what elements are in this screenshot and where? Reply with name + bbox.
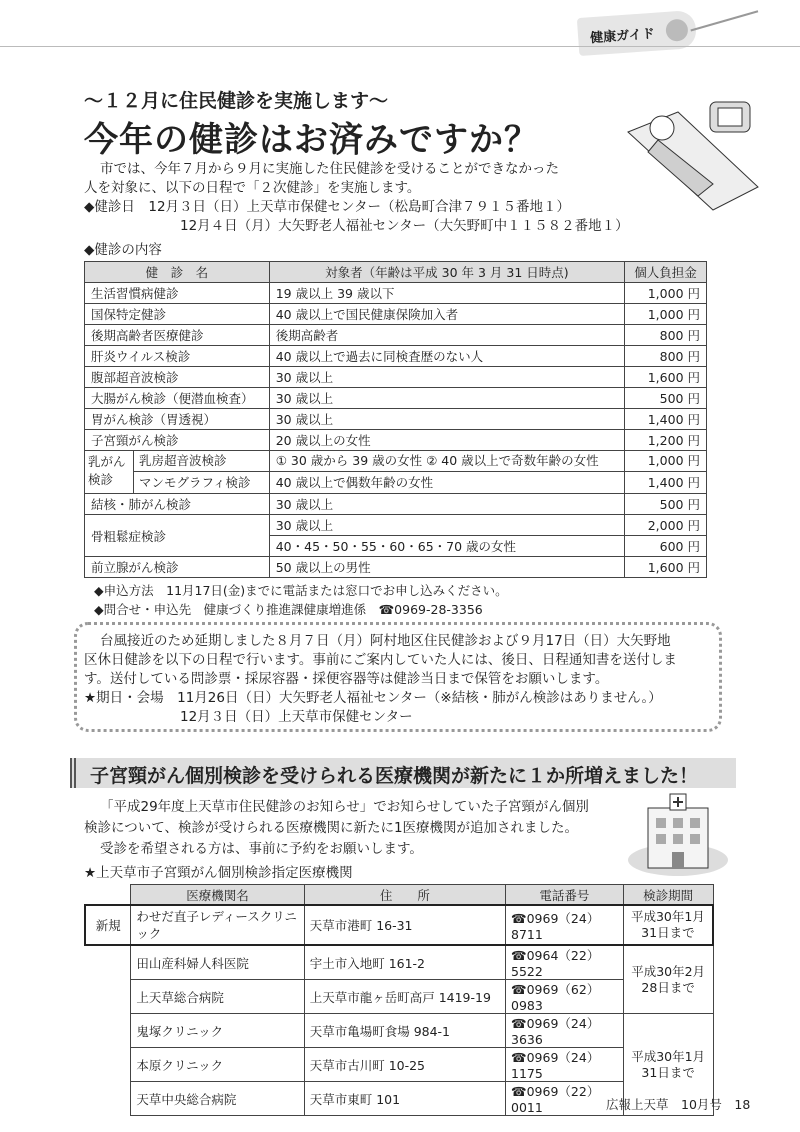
exam-fee: 2,000 円 — [625, 515, 707, 536]
clinic-address: 宇土市入地町 161-2 — [304, 945, 505, 980]
clinic-phone: ☎0969（62）0983 — [506, 980, 624, 1014]
exam-fee: 1,000 円 — [625, 283, 707, 304]
clinic-address: 天草市古川町 10-25 — [304, 1048, 505, 1082]
clinic-name: 鬼塚クリニック — [131, 1014, 304, 1048]
exam-name: 国保特定健診 — [85, 304, 270, 325]
table-row — [85, 515, 707, 536]
exam-fee: 1,000 円 — [625, 451, 706, 472]
exam-target: 30 歳以上 — [269, 388, 624, 409]
exam-fee: 500 円 — [625, 388, 707, 409]
exam-fee: 1,600 円 — [625, 557, 707, 578]
medical-exam-illustration — [618, 92, 768, 212]
exam-target: 30 歳以上 — [269, 367, 624, 388]
top-rule — [0, 46, 800, 47]
breast-targets — [269, 451, 624, 494]
exam-fee: 1,000 円 — [625, 304, 707, 325]
exam-fee: 1,400 円 — [625, 409, 707, 430]
clinic-phone: ☎0969（24）3636 — [506, 1014, 624, 1048]
exam-name: 乳房超音波検診 — [134, 451, 269, 472]
exam-fee: 1,200 円 — [625, 430, 707, 451]
clinic-name: 田山産科婦人科医院 — [131, 945, 304, 980]
clinic-address: 天草市東町 101 — [304, 1082, 505, 1116]
exam-target: 40・45・50・55・60・65・70 歳の女性 — [269, 536, 624, 557]
exam-table-header — [85, 262, 707, 283]
clinic-table — [84, 884, 714, 1116]
table-row — [85, 346, 707, 367]
article-subtitle: ～１２月に住民健診を実施します～ — [84, 90, 389, 112]
table-caption: ◆健診の内容 — [84, 242, 162, 258]
col-address: 住 所 — [304, 885, 505, 906]
clinic-phone: ☎0969（22）0011 — [506, 1082, 624, 1116]
intro-line-2: 人を対象に、以下の日程で「２次健診」を実施します。 — [84, 180, 421, 196]
breast-cell — [85, 451, 270, 494]
exam-table — [84, 261, 707, 578]
exam-fee: 1,600 円 — [625, 367, 707, 388]
exam-target: 19 歳以上 39 歳以下 — [269, 283, 624, 304]
table-row — [85, 557, 707, 578]
exam-name: 前立腺がん検診 — [85, 557, 270, 578]
clinic-phone: ☎0969（24）8711 — [506, 905, 624, 945]
table-row — [85, 1048, 713, 1082]
table-row — [85, 388, 707, 409]
exam-target: 後期高齢者 — [269, 325, 624, 346]
col-fee: 個人負担金 — [625, 262, 707, 283]
exam-fee: 600 円 — [625, 536, 707, 557]
table-row — [85, 325, 707, 346]
table-row — [85, 409, 707, 430]
clinic-name: 本原クリニック — [131, 1048, 304, 1082]
table-row — [85, 980, 713, 1014]
exam-name: 後期高齢者医療健診 — [85, 325, 270, 346]
clinic-phone: ☎0964（22）5522 — [506, 945, 624, 980]
clinic-name: 天草中央総合病院 — [131, 1082, 304, 1116]
section2-title: 子宮頸がん個別検診を受けられる医療機関が新たに１か所増えました！ — [90, 765, 699, 787]
notice-line-1: 台風接近のため延期しました８月７日（月）阿村地区住民健診および９月17日（日）大矢野地 — [100, 633, 671, 649]
table-row — [85, 283, 707, 304]
exam-target: 50 歳以上の男性 — [269, 557, 624, 578]
notice-line-5: 12月３日（日）上天草市保健センター — [180, 709, 413, 725]
breast-fees — [625, 451, 707, 494]
exam-name: 胃がん検診（胃透視） — [85, 409, 270, 430]
exam-fee: 1,400 円 — [647, 475, 700, 490]
clinic-address: 天草市亀場町食場 984-1 — [304, 1014, 505, 1048]
section2-para-2: 検診について、検診が受けられる医療機関に新たに1医療機関が追加されました。 — [84, 820, 579, 836]
tag-string — [690, 10, 758, 31]
hospital-icon — [626, 790, 730, 876]
exam-name: 生活習慣病健診 — [85, 283, 270, 304]
col-phone: 電話番号 — [506, 885, 624, 906]
exam-target: 30 歳以上 — [269, 515, 624, 536]
clinic-address: 上天草市龍ヶ岳町高戸 1419-19 — [304, 980, 505, 1014]
table-row — [85, 905, 713, 945]
breast-subnames — [134, 451, 269, 493]
clinic-table-header — [85, 885, 713, 906]
exam-target: 40 歳以上で国民健康保険加入者 — [269, 304, 624, 325]
exam-fee: 800 円 — [625, 346, 707, 367]
article-title: 今年の健診はお済みですか？ — [84, 120, 539, 160]
clinic-phone: ☎0969（24）1175 — [506, 1048, 624, 1082]
exam-date-1: ◆健診日 12月３日（日）上天草市保健センター（松島町合津７９１５番地１） — [84, 199, 571, 215]
exam-name: マンモグラフィ検診 — [139, 475, 251, 490]
section2-para-3: 受診を希望される方は、事前に予約をお願いします。 — [100, 841, 423, 857]
section-tag — [577, 10, 697, 56]
clinic-period: 平成30年2月28日まで — [623, 945, 713, 1014]
new-badge: 新規 — [85, 905, 131, 945]
clinic-period: 平成30年1月31日まで — [623, 1014, 713, 1116]
apply-method: ◆申込方法 11月17日(金)までに電話または窓口でお申し込みください。 — [94, 583, 508, 598]
col-target: 対象者（年齢は平成 30 年 3 月 31 日時点) — [269, 262, 624, 283]
col-period: 検診期間 — [623, 885, 713, 906]
exam-target: 40 歳以上で偶数年齢の女性 — [275, 475, 434, 490]
section-tag-label: 健康ガイド — [589, 26, 656, 47]
notice-line-2: 区休日健診を以下の日程で行います。事前にご案内していた人には、後日、日程通知書を送付しま — [84, 652, 677, 668]
exam-fee: 500 円 — [625, 494, 707, 515]
exam-target: 30 歳以上 — [269, 409, 624, 430]
tag-circle-icon — [665, 18, 688, 41]
exam-target: 20 歳以上の女性 — [269, 430, 624, 451]
col-exam-name: 健 診 名 — [85, 262, 270, 283]
notice-line-3: す。送付している問診票・採尿容器・採便容器等は健診当日まで保管をお願いします。 — [84, 671, 609, 687]
exam-name: 子宮頸がん検診 — [85, 430, 270, 451]
table-row — [85, 1014, 713, 1048]
table-row — [85, 430, 707, 451]
table-row — [85, 367, 707, 388]
exam-target: 30 歳以上 — [269, 494, 624, 515]
table-row — [85, 451, 707, 494]
table-row — [85, 304, 707, 325]
exam-fee: 800 円 — [625, 325, 707, 346]
col-clinic-name: 医療機関名 — [131, 885, 304, 906]
clinic-table-caption: ★上天草市子宮頸がん個別検診指定医療機関 — [84, 865, 353, 881]
exam-name: 結核・肺がん検診 — [85, 494, 270, 515]
notice-line-4: ★期日・会場 11月26日（日）大矢野老人福祉センター（※結核・肺がん検診はありません。） — [84, 690, 662, 706]
clinic-name: わせだ直子レディースクリニック — [131, 905, 304, 945]
clinic-name: 上天草総合病院 — [131, 980, 304, 1014]
exam-target: ① 30 歳から 39 歳の女性 ② 40 歳以上で奇数年齢の女性 — [270, 451, 624, 472]
exam-name: 大腸がん検診（便潜血検査） — [85, 388, 270, 409]
breast-group-label: 乳がん検診 — [85, 451, 134, 493]
clinic-address: 天草市港町 16-31 — [304, 905, 505, 945]
intro-line-1: 市では、今年７月から９月に実施した住民健診を受けることができなかった — [100, 161, 559, 177]
exam-name: 骨粗鬆症検診 — [85, 515, 270, 557]
contact-info: ◆問合せ・申込先 健康づくり推進課健康増進係 ☎0969-28-3356 — [94, 602, 483, 617]
table-row — [85, 945, 713, 980]
section2-para-1: 「平成29年度上天草市住民健診のお知らせ」でお知らせしていた子宮頸がん個別 — [100, 799, 589, 815]
exam-name: 肝炎ウイルス検診 — [85, 346, 270, 367]
table-row — [85, 494, 707, 515]
exam-target: 40 歳以上で過去に同検査歴のない人 — [269, 346, 624, 367]
exam-name: 腹部超音波検診 — [85, 367, 270, 388]
exam-date-2: 12月４日（月）大矢野老人福祉センター（大矢野町中１１５８２番地１） — [180, 218, 629, 234]
page-footer: 広報上天草 10月号 18 — [606, 1097, 751, 1112]
clinic-period: 平成30年1月31日まで — [623, 905, 713, 945]
